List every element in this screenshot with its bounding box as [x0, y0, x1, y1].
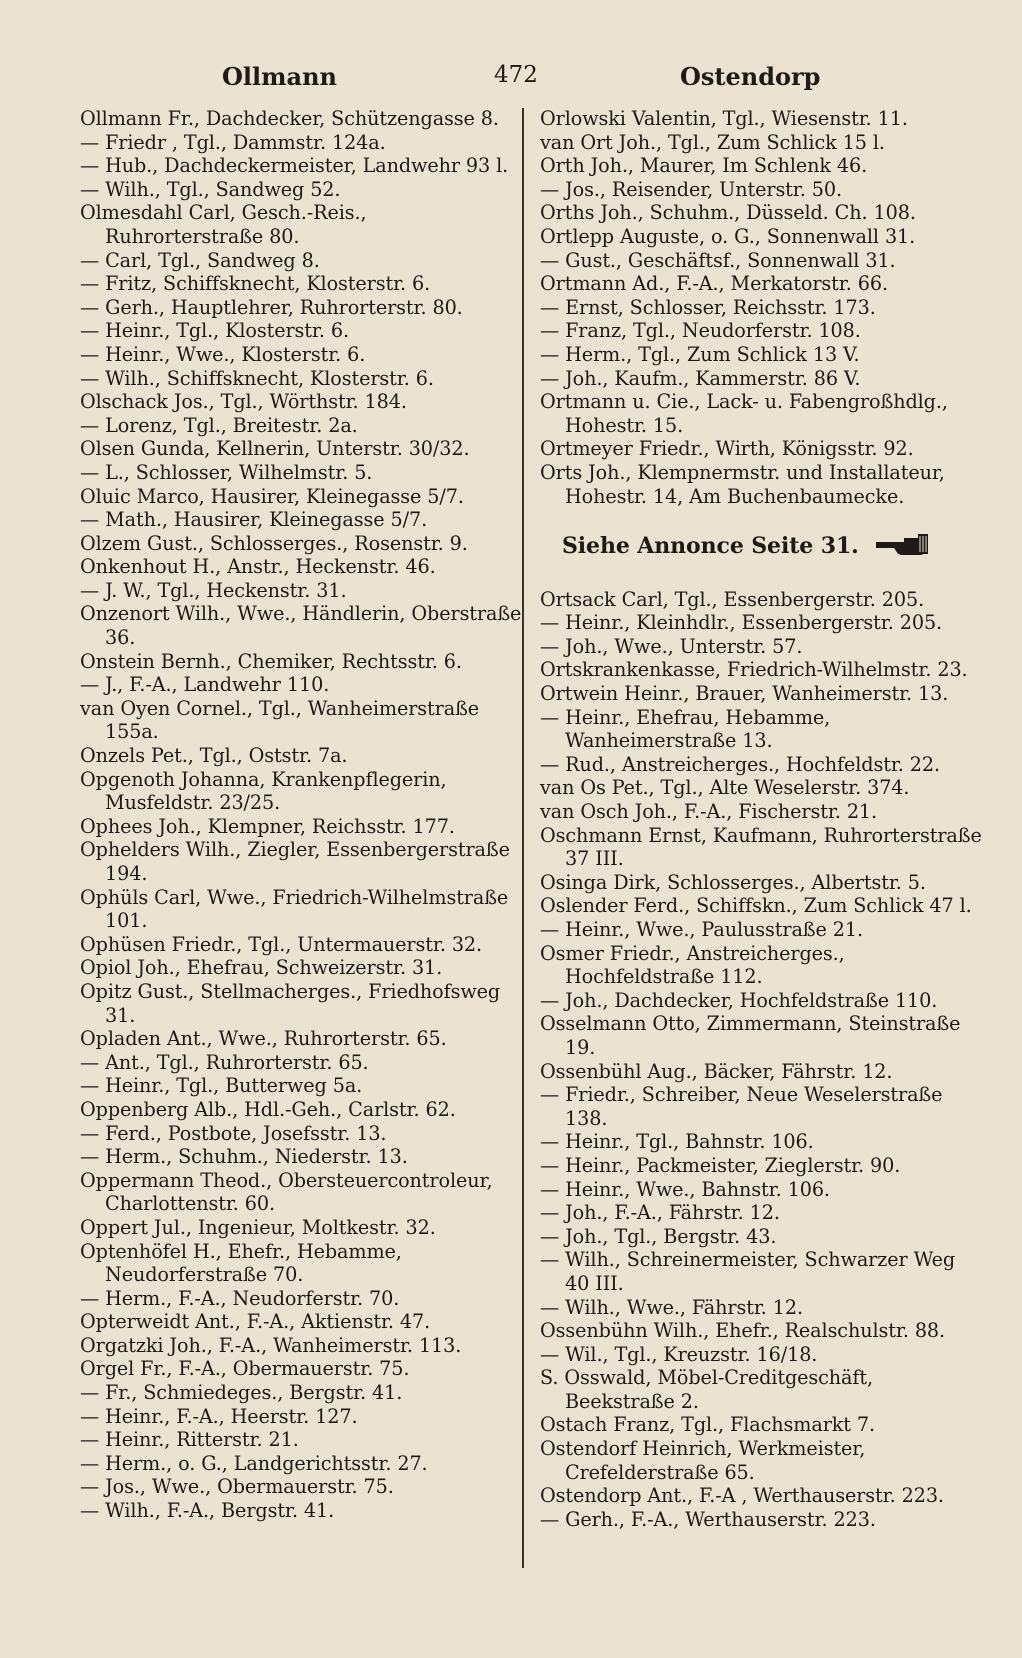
directory-entry: Onzels Pet., Tgl., Oststr. 7a.: [80, 744, 348, 768]
directory-entry: Ophelders Wilh., Ziegler, Essenbergerstraße 194.: [80, 838, 510, 885]
directory-entry: Ortlepp Auguste, o. G., Sonnenwall 31.: [540, 224, 916, 248]
directory-entry: — Wilh., Schreinermeister, Schwarzer Weg 40 III.: [540, 1248, 956, 1295]
directory-entry: — Joh., Dachdecker, Hochfeldstraße 110.: [540, 988, 938, 1012]
directory-entry: Ossenbühn Wilh., Ehefr., Realschulstr. 88.: [540, 1319, 946, 1343]
directory-entry: — Heinr., Tgl., Klosterstr. 6.: [80, 319, 349, 343]
directory-entry: Onkenhout H., Anstr., Heckenstr. 46.: [80, 555, 436, 579]
directory-entry: — Heinr., Wwe., Klosterstr. 6.: [80, 342, 366, 366]
directory-entry: — Ant., Tgl., Ruhrorterstr. 65.: [80, 1050, 369, 1074]
directory-entry: — Heinr., Tgl., Bahnstr. 106.: [540, 1130, 814, 1154]
directory-entry: — Heinr., Tgl., Butterweg 5a.: [80, 1074, 363, 1098]
directory-entry: Olschack Jos., Tgl., Wörthstr. 184.: [80, 390, 407, 414]
directory-entry: — Wilh., Tgl., Sandweg 52.: [80, 177, 341, 201]
directory-entry: — Herm., F.-A., Neudorferstr. 70.: [80, 1286, 400, 1310]
directory-entry: Oppert Jul., Ingenieur, Moltkestr. 32.: [80, 1215, 436, 1239]
directory-entry: — Joh., Kaufm., Kammerstr. 86 V.: [540, 366, 861, 390]
directory-entry: — Rud., Anstreicherges., Hochfeldstr. 22.: [540, 752, 941, 776]
announcement-text: Siehe Annonce Seite 31.: [562, 532, 859, 559]
directory-entry: Ophüls Carl, Wwe., Friedrich-Wilhelmstraße 101.: [80, 885, 509, 933]
directory-entry: Ossenbühl Aug., Bäcker, Fährstr. 12.: [540, 1059, 893, 1083]
directory-entry: Ophüsen Friedr., Tgl., Untermauerstr. 32.: [80, 932, 483, 956]
column-divider: [522, 108, 524, 1568]
directory-entry: Ostendorf Heinrich, Werkmeister, Crefelderstraße 65.: [540, 1437, 866, 1484]
directory-entry: — Joh., Wwe., Unterstr. 57.: [540, 634, 803, 658]
directory-entry: Oslender Ferd., Schiffskn., Zum Schlick 47 l.: [540, 894, 972, 918]
directory-entry: — J., F.-A., Landwehr 110.: [80, 673, 330, 697]
directory-entry: — Herm., Schuhm., Niederstr. 13.: [80, 1145, 408, 1169]
directory-entry: — Herm., Tgl., Zum Schlick 13 V.: [540, 342, 860, 366]
right-column-top: [540, 107, 985, 508]
directory-entry: Opiol Joh., Ehefrau, Schweizerstr. 31.: [80, 956, 443, 980]
directory-entry: Ortsack Carl, Tgl., Essenbergerstr. 205.: [540, 587, 925, 611]
directory-entry: Olsen Gunda, Kellnerin, Unterstr. 30/32.: [80, 437, 470, 461]
directory-entry: — Heinr., Ehefrau, Hebamme, Wanheimerstraße 13.: [540, 705, 831, 753]
directory-entry: — Gerh., F.-A., Werthauserstr. 223.: [540, 1507, 876, 1531]
directory-entry: — Fritz, Schiffsknecht, Klosterstr. 6.: [80, 272, 431, 296]
directory-entry: — Jos., Wwe., Obermauerstr. 75.: [80, 1475, 394, 1499]
pointing-hand-icon: [874, 532, 930, 562]
directory-entry: van Oyen Cornel., Tgl., Wanheimerstraße 155a.: [80, 696, 480, 744]
directory-entry: — Fr., Schmiedeges., Bergstr. 41.: [80, 1381, 403, 1405]
directory-entry: Orth Joh., Maurer, Im Schlenk 46.: [540, 154, 868, 178]
directory-entry: Opitz Gust., Stellmacherges., Friedhofsweg 31.: [80, 979, 501, 1027]
directory-entry: — Carl, Tgl., Sandweg 8.: [80, 248, 320, 272]
directory-entry: Olzem Gust., Schlosserges., Rosenstr. 9.: [80, 531, 468, 555]
directory-entry: — J. W., Tgl., Heckenstr. 31.: [80, 578, 347, 602]
directory-entry: Ostendorp Ant., F.-A , Werthauserstr. 223.: [540, 1484, 944, 1508]
directory-entry: Orts Joh., Klempnermstr. und Installateur, Hohestr. 14, Am Buchenbaumecke.: [540, 460, 945, 508]
directory-entry: — Joh., Tgl., Bergstr. 43.: [540, 1224, 777, 1248]
directory-entry: Ollmann Fr., Dachdecker, Schützengasse 8.: [80, 107, 499, 130]
page-header: [0, 62, 1022, 96]
directory-entry: Olmesdahl Carl, Gesch.-Reis., Ruhrorterstraße 80.: [80, 201, 367, 248]
directory-entry: — Ernst, Schlosser, Reichsstr. 173.: [540, 295, 876, 319]
right-column: [540, 107, 985, 1531]
directory-entry: — Heinr., Ritterstr. 21.: [80, 1428, 299, 1452]
directory-entry: — Joh., F.-A., Fährstr. 12.: [540, 1201, 780, 1225]
directory-entry: Oluic Marco, Hausirer, Kleinegasse 5/7.: [80, 484, 464, 508]
directory-entry: — Gerh., Hauptlehrer, Ruhrorterstr. 80.: [80, 295, 463, 319]
directory-entry: Osmer Friedr., Anstreicherges., Hochfeldstraße 112.: [540, 941, 845, 989]
directory-entry: Ophees Joh., Klempner, Reichsstr. 177.: [80, 814, 455, 838]
directory-entry: — Wilh., Schiffsknecht, Klosterstr. 6.: [80, 366, 434, 390]
directory-entry: Ortmeyer Friedr., Wirth, Königsstr. 92.: [540, 437, 914, 461]
header-right-name: Ostendorp: [680, 62, 821, 91]
directory-entry: Oschmann Ernst, Kaufmann, Ruhrorterstraße 37 III.: [540, 823, 982, 871]
announcement: [562, 532, 985, 562]
directory-entry: — Heinr., Packmeister, Zieglerstr. 90.: [540, 1153, 901, 1177]
page-number: 472: [494, 62, 538, 88]
directory-entry: Orgel Fr., F.-A., Obermauerstr. 75.: [80, 1357, 410, 1381]
directory-entry: — Heinr., Wwe., Paulusstraße 21.: [540, 918, 863, 941]
directory-entry: Orgatzki Joh., F.-A., Wanheimerstr. 113.: [80, 1333, 462, 1357]
directory-entry: — Friedr., Schreiber, Neue Weselerstraße 138.: [540, 1083, 943, 1130]
directory-entry: Osselmann Otto, Zimmermann, Steinstraße 19.: [540, 1012, 961, 1059]
directory-entry: Orths Joh., Schuhm., Düsseld. Ch. 108.: [540, 201, 916, 225]
directory-entry: Optenhöfel H., Ehefr., Hebamme, Neudorferstraße 70.: [80, 1239, 402, 1287]
left-column: [80, 107, 525, 1523]
directory-entry: van Ort Joh., Tgl., Zum Schlick 15 l.: [540, 130, 885, 154]
directory-entry: — Lorenz, Tgl., Breitestr. 2a.: [80, 413, 358, 437]
directory-entry: Ortwein Heinr., Brauer, Wanheimerstr. 13.: [540, 682, 949, 706]
directory-entry: van Os Pet., Tgl., Alte Weselerstr. 374.: [540, 776, 910, 800]
directory-entry: — Gust., Geschäftsf., Sonnenwall 31.: [540, 248, 896, 272]
directory-entry: Osinga Dirk, Schlosserges., Albertstr. 5.: [540, 870, 926, 894]
directory-entry: — Jos., Reisender, Unterstr. 50.: [540, 177, 842, 201]
directory-entry: — Hub., Dachdeckermeister, Landwehr 93 l.: [80, 154, 509, 178]
directory-entry: Ortmann u. Cie., Lack- u. Fabengroßhdlg., Hohestr. 15.: [540, 390, 948, 437]
directory-entry: — Heinr., Kleinhdlr., Essenbergerstr. 205.: [540, 611, 943, 635]
directory-entry: — Friedr , Tgl., Dammstr. 124a.: [80, 130, 386, 154]
directory-entry: Opladen Ant., Wwe., Ruhrorterstr. 65.: [80, 1027, 447, 1051]
directory-entry: Opterweidt Ant., F.-A., Aktienstr. 47.: [80, 1310, 431, 1334]
directory-entry: — Heinr., Wwe., Bahnstr. 106.: [540, 1177, 830, 1201]
directory-entry: van Osch Joh., F.-A., Fischerstr. 21.: [540, 800, 878, 824]
right-column-bottom: [540, 588, 985, 1532]
directory-entry: S. Osswald, Möbel-Creditgeschäft, Beekstraße 2.: [540, 1366, 873, 1413]
directory-entry: — Franz, Tgl., Neudorferstr. 108.: [540, 319, 861, 343]
directory-entry: — Wilh., F.-A., Bergstr. 41.: [80, 1499, 335, 1523]
directory-entry: Onstein Bernh., Chemiker, Rechtsstr. 6.: [80, 649, 462, 673]
header-left-name: Ollmann: [222, 62, 337, 91]
directory-entry: — Herm., o. G., Landgerichtsstr. 27.: [80, 1451, 428, 1475]
directory-entry: Onzenort Wilh., Wwe., Händlerin, Oberstraße 36.: [80, 602, 522, 650]
directory-entry: Oppermann Theod., Obersteuercontroleur, Charlottenstr. 60.: [80, 1168, 493, 1216]
directory-entry: — Math., Hausirer, Kleinegasse 5/7.: [80, 508, 428, 532]
directory-entry: — L., Schlosser, Wilhelmstr. 5.: [80, 460, 373, 484]
directory-entry: — Ferd., Postbote, Josefsstr. 13.: [80, 1121, 387, 1145]
directory-entry: — Wil., Tgl., Kreuzstr. 16/18.: [540, 1342, 818, 1366]
directory-entry: Orlowski Valentin, Tgl., Wiesenstr. 11.: [540, 107, 908, 130]
directory-entry: — Wilh., Wwe., Fährstr. 12.: [540, 1295, 804, 1319]
directory-entry: Ostach Franz, Tgl., Flachsmarkt 7.: [540, 1413, 876, 1437]
directory-entry: — Heinr., F.-A., Heerstr. 127.: [80, 1404, 358, 1428]
directory-entry: Opgenoth Johanna, Krankenpflegerin, Musfeldstr. 23/25.: [80, 767, 447, 815]
directory-entry: Ortmann Ad., F.-A., Merkatorstr. 66.: [540, 272, 888, 296]
directory-entry: Ortskrankenkasse, Friedrich-Wilhelmstr. 23.: [540, 658, 968, 682]
directory-entry: Oppenberg Alb., Hdl.-Geh., Carlstr. 62.: [80, 1097, 456, 1121]
